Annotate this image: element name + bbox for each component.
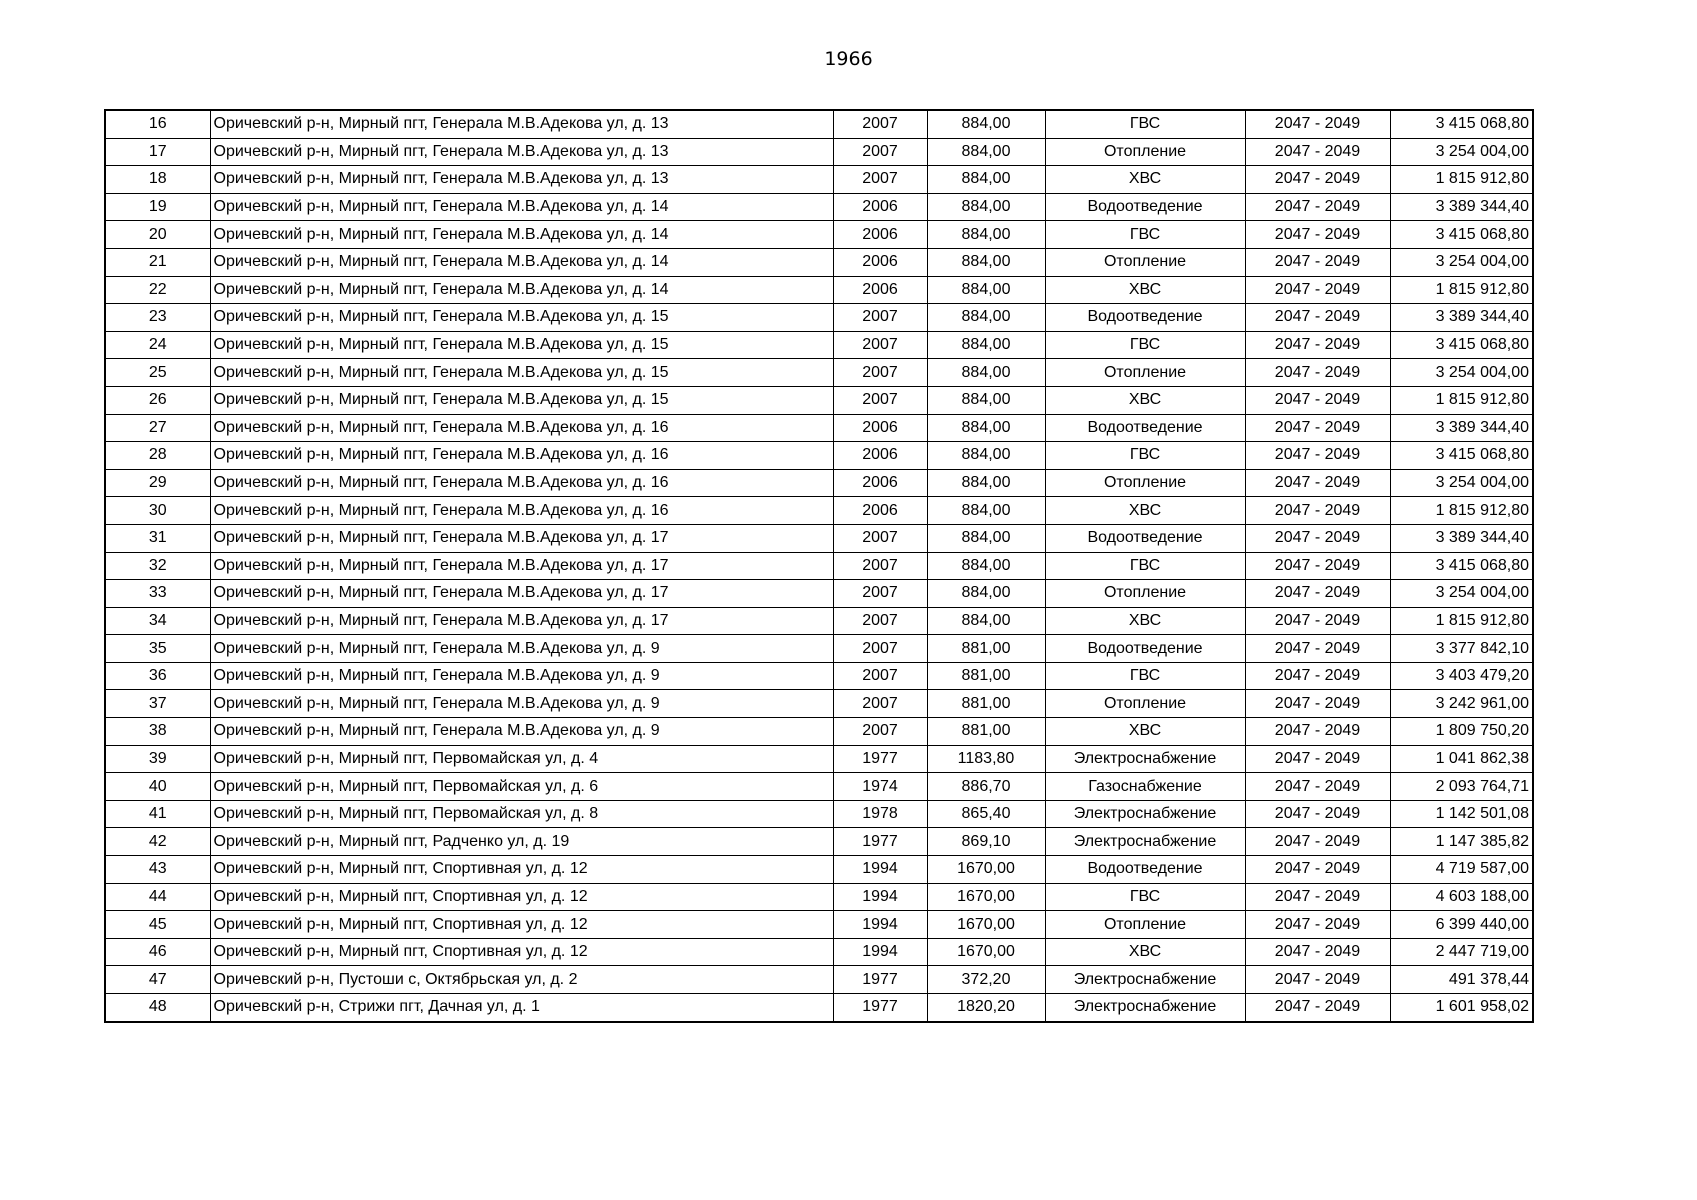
area-cell: 869,10 <box>927 828 1045 856</box>
cost-cell: 6 399 440,00 <box>1390 911 1533 939</box>
area-cell: 865,40 <box>927 800 1045 828</box>
cost-cell: 3 389 344,40 <box>1390 524 1533 552</box>
service-type-cell: Электроснабжение <box>1045 800 1245 828</box>
row-number-cell: 47 <box>105 966 210 994</box>
address-cell: Оричевский р-н, Мирный пгт, Генерала М.В.Адекова ул, д. 9 <box>210 662 833 690</box>
table-row <box>105 883 1533 911</box>
row-number-cell: 35 <box>105 635 210 663</box>
table-row <box>105 690 1533 718</box>
area-cell: 884,00 <box>927 580 1045 608</box>
address-cell: Оричевский р-н, Мирный пгт, Спортивная ул, д. 12 <box>210 856 833 884</box>
repair-period-cell: 2047 - 2049 <box>1245 110 1390 138</box>
build-year-cell: 2006 <box>833 497 927 525</box>
area-cell: 884,00 <box>927 442 1045 470</box>
table-row <box>105 138 1533 166</box>
build-year-cell: 1977 <box>833 828 927 856</box>
table-row <box>105 524 1533 552</box>
area-cell: 884,00 <box>927 414 1045 442</box>
area-cell: 881,00 <box>927 718 1045 746</box>
address-cell: Оричевский р-н, Мирный пгт, Спортивная ул, д. 12 <box>210 911 833 939</box>
repair-period-cell: 2047 - 2049 <box>1245 883 1390 911</box>
row-number-cell: 38 <box>105 718 210 746</box>
service-type-cell: Водоотведение <box>1045 856 1245 884</box>
cost-cell: 3 415 068,80 <box>1390 221 1533 249</box>
cost-cell: 1 041 862,38 <box>1390 745 1533 773</box>
repair-period-cell: 2047 - 2049 <box>1245 662 1390 690</box>
row-number-cell: 18 <box>105 166 210 194</box>
service-type-cell: Электроснабжение <box>1045 828 1245 856</box>
service-type-cell: Отопление <box>1045 248 1245 276</box>
build-year-cell: 1977 <box>833 745 927 773</box>
repair-period-cell: 2047 - 2049 <box>1245 276 1390 304</box>
table-row <box>105 248 1533 276</box>
area-cell: 1820,20 <box>927 994 1045 1022</box>
service-type-cell: Водоотведение <box>1045 414 1245 442</box>
build-year-cell: 2007 <box>833 138 927 166</box>
build-year-cell: 1994 <box>833 938 927 966</box>
address-cell: Оричевский р-н, Мирный пгт, Первомайская ул, д. 8 <box>210 800 833 828</box>
address-cell: Оричевский р-н, Мирный пгт, Генерала М.В.Адекова ул, д. 13 <box>210 110 833 138</box>
service-type-cell: Отопление <box>1045 690 1245 718</box>
address-cell: Оричевский р-н, Мирный пгт, Генерала М.В.Адекова ул, д. 9 <box>210 690 833 718</box>
row-number-cell: 37 <box>105 690 210 718</box>
cost-cell: 3 254 004,00 <box>1390 580 1533 608</box>
table-row <box>105 331 1533 359</box>
build-year-cell: 1977 <box>833 994 927 1022</box>
address-cell: Оричевский р-н, Мирный пгт, Генерала М.В.Адекова ул, д. 17 <box>210 580 833 608</box>
table-row <box>105 359 1533 387</box>
address-cell: Оричевский р-н, Мирный пгт, Генерала М.В.Адекова ул, д. 13 <box>210 166 833 194</box>
row-number-cell: 16 <box>105 110 210 138</box>
service-type-cell: ГВС <box>1045 552 1245 580</box>
address-cell: Оричевский р-н, Мирный пгт, Генерала М.В.Адекова ул, д. 17 <box>210 607 833 635</box>
area-cell: 884,00 <box>927 497 1045 525</box>
service-type-cell: ХВС <box>1045 718 1245 746</box>
build-year-cell: 2007 <box>833 166 927 194</box>
area-cell: 372,20 <box>927 966 1045 994</box>
address-cell: Оричевский р-н, Мирный пгт, Первомайская ул, д. 6 <box>210 773 833 801</box>
address-cell: Оричевский р-н, Мирный пгт, Генерала М.В.Адекова ул, д. 16 <box>210 414 833 442</box>
area-cell: 884,00 <box>927 110 1045 138</box>
cost-cell: 1 601 958,02 <box>1390 994 1533 1022</box>
table-row <box>105 497 1533 525</box>
cost-cell: 3 403 479,20 <box>1390 662 1533 690</box>
row-number-cell: 34 <box>105 607 210 635</box>
repair-period-cell: 2047 - 2049 <box>1245 359 1390 387</box>
service-type-cell: ГВС <box>1045 442 1245 470</box>
build-year-cell: 2007 <box>833 635 927 663</box>
table-row <box>105 635 1533 663</box>
cost-cell: 3 242 961,00 <box>1390 690 1533 718</box>
row-number-cell: 17 <box>105 138 210 166</box>
service-type-cell: Водоотведение <box>1045 304 1245 332</box>
address-cell: Оричевский р-н, Пустоши с, Октябрьская ул, д. 2 <box>210 966 833 994</box>
build-year-cell: 2007 <box>833 524 927 552</box>
cost-cell: 1 147 385,82 <box>1390 828 1533 856</box>
cost-cell: 4 603 188,00 <box>1390 883 1533 911</box>
row-number-cell: 40 <box>105 773 210 801</box>
row-number-cell: 36 <box>105 662 210 690</box>
repair-period-cell: 2047 - 2049 <box>1245 552 1390 580</box>
row-number-cell: 44 <box>105 883 210 911</box>
cost-cell: 1 815 912,80 <box>1390 276 1533 304</box>
service-type-cell: ХВС <box>1045 276 1245 304</box>
repair-period-cell: 2047 - 2049 <box>1245 331 1390 359</box>
cost-cell: 3 377 842,10 <box>1390 635 1533 663</box>
address-cell: Оричевский р-н, Мирный пгт, Генерала М.В.Адекова ул, д. 13 <box>210 138 833 166</box>
repair-period-cell: 2047 - 2049 <box>1245 414 1390 442</box>
cost-cell: 1 142 501,08 <box>1390 800 1533 828</box>
area-cell: 1183,80 <box>927 745 1045 773</box>
row-number-cell: 26 <box>105 386 210 414</box>
area-cell: 1670,00 <box>927 911 1045 939</box>
service-type-cell: Водоотведение <box>1045 193 1245 221</box>
row-number-cell: 45 <box>105 911 210 939</box>
repair-period-cell: 2047 - 2049 <box>1245 800 1390 828</box>
cost-cell: 1 815 912,80 <box>1390 386 1533 414</box>
repair-period-cell: 2047 - 2049 <box>1245 193 1390 221</box>
service-type-cell: Отопление <box>1045 138 1245 166</box>
repair-period-cell: 2047 - 2049 <box>1245 469 1390 497</box>
table-row <box>105 718 1533 746</box>
area-cell: 1670,00 <box>927 883 1045 911</box>
table-row <box>105 828 1533 856</box>
cost-cell: 3 254 004,00 <box>1390 469 1533 497</box>
repair-period-cell: 2047 - 2049 <box>1245 138 1390 166</box>
row-number-cell: 25 <box>105 359 210 387</box>
build-year-cell: 2007 <box>833 304 927 332</box>
table-body <box>105 110 1533 1022</box>
address-cell: Оричевский р-н, Мирный пгт, Генерала М.В.Адекова ул, д. 15 <box>210 386 833 414</box>
address-cell: Оричевский р-н, Мирный пгт, Генерала М.В.Адекова ул, д. 14 <box>210 221 833 249</box>
service-type-cell: Электроснабжение <box>1045 966 1245 994</box>
cost-cell: 1 815 912,80 <box>1390 607 1533 635</box>
cost-cell: 3 415 068,80 <box>1390 552 1533 580</box>
build-year-cell: 2006 <box>833 248 927 276</box>
address-cell: Оричевский р-н, Мирный пгт, Генерала М.В.Адекова ул, д. 15 <box>210 359 833 387</box>
row-number-cell: 29 <box>105 469 210 497</box>
area-cell: 884,00 <box>927 331 1045 359</box>
table-row <box>105 745 1533 773</box>
table-row <box>105 662 1533 690</box>
area-cell: 884,00 <box>927 193 1045 221</box>
build-year-cell: 2007 <box>833 718 927 746</box>
table-row <box>105 193 1533 221</box>
build-year-cell: 1994 <box>833 856 927 884</box>
service-type-cell: ГВС <box>1045 110 1245 138</box>
table-row <box>105 442 1533 470</box>
table-row <box>105 386 1533 414</box>
area-cell: 884,00 <box>927 138 1045 166</box>
table-row <box>105 966 1533 994</box>
row-number-cell: 39 <box>105 745 210 773</box>
row-number-cell: 33 <box>105 580 210 608</box>
cost-cell: 3 254 004,00 <box>1390 248 1533 276</box>
repair-period-cell: 2047 - 2049 <box>1245 994 1390 1022</box>
page-number: 1966 <box>824 48 873 70</box>
address-cell: Оричевский р-н, Мирный пгт, Генерала М.В.Адекова ул, д. 15 <box>210 331 833 359</box>
address-cell: Оричевский р-н, Мирный пгт, Радченко ул, д. 19 <box>210 828 833 856</box>
area-cell: 881,00 <box>927 635 1045 663</box>
area-cell: 881,00 <box>927 662 1045 690</box>
repair-period-cell: 2047 - 2049 <box>1245 166 1390 194</box>
build-year-cell: 2006 <box>833 414 927 442</box>
area-cell: 881,00 <box>927 690 1045 718</box>
service-type-cell: Электроснабжение <box>1045 745 1245 773</box>
repair-period-cell: 2047 - 2049 <box>1245 745 1390 773</box>
area-cell: 884,00 <box>927 469 1045 497</box>
row-number-cell: 28 <box>105 442 210 470</box>
service-type-cell: Отопление <box>1045 469 1245 497</box>
area-cell: 884,00 <box>927 359 1045 387</box>
address-cell: Оричевский р-н, Мирный пгт, Спортивная ул, д. 12 <box>210 883 833 911</box>
area-cell: 1670,00 <box>927 938 1045 966</box>
row-number-cell: 42 <box>105 828 210 856</box>
build-year-cell: 2006 <box>833 442 927 470</box>
build-year-cell: 2007 <box>833 690 927 718</box>
address-cell: Оричевский р-н, Мирный пгт, Генерала М.В.Адекова ул, д. 14 <box>210 193 833 221</box>
build-year-cell: 2007 <box>833 552 927 580</box>
cost-cell: 1 815 912,80 <box>1390 497 1533 525</box>
service-type-cell: ХВС <box>1045 166 1245 194</box>
address-cell: Оричевский р-н, Мирный пгт, Генерала М.В.Адекова ул, д. 9 <box>210 635 833 663</box>
repair-period-cell: 2047 - 2049 <box>1245 497 1390 525</box>
service-type-cell: ГВС <box>1045 331 1245 359</box>
table-row <box>105 773 1533 801</box>
build-year-cell: 2007 <box>833 662 927 690</box>
table-row <box>105 552 1533 580</box>
service-type-cell: ХВС <box>1045 938 1245 966</box>
table-row <box>105 166 1533 194</box>
row-number-cell: 21 <box>105 248 210 276</box>
table-row <box>105 580 1533 608</box>
area-cell: 884,00 <box>927 386 1045 414</box>
build-year-cell: 2007 <box>833 110 927 138</box>
repair-period-cell: 2047 - 2049 <box>1245 718 1390 746</box>
address-cell: Оричевский р-н, Мирный пгт, Генерала М.В.Адекова ул, д. 15 <box>210 304 833 332</box>
address-cell: Оричевский р-н, Мирный пгт, Генерала М.В.Адекова ул, д. 14 <box>210 248 833 276</box>
address-cell: Оричевский р-н, Мирный пгт, Генерала М.В.Адекова ул, д. 16 <box>210 442 833 470</box>
area-cell: 884,00 <box>927 304 1045 332</box>
service-type-cell: ХВС <box>1045 497 1245 525</box>
table-row <box>105 994 1533 1022</box>
address-cell: Оричевский р-н, Мирный пгт, Генерала М.В.Адекова ул, д. 17 <box>210 524 833 552</box>
service-type-cell: Отопление <box>1045 359 1245 387</box>
row-number-cell: 27 <box>105 414 210 442</box>
service-type-cell: ХВС <box>1045 386 1245 414</box>
table-row <box>105 276 1533 304</box>
service-type-cell: Отопление <box>1045 580 1245 608</box>
build-year-cell: 2006 <box>833 221 927 249</box>
table-row <box>105 911 1533 939</box>
table-row <box>105 938 1533 966</box>
repair-period-cell: 2047 - 2049 <box>1245 248 1390 276</box>
repair-period-cell: 2047 - 2049 <box>1245 580 1390 608</box>
service-type-cell: ГВС <box>1045 662 1245 690</box>
cost-cell: 3 415 068,80 <box>1390 331 1533 359</box>
area-cell: 884,00 <box>927 276 1045 304</box>
repair-period-cell: 2047 - 2049 <box>1245 442 1390 470</box>
address-cell: Оричевский р-н, Мирный пгт, Генерала М.В.Адекова ул, д. 14 <box>210 276 833 304</box>
cost-cell: 3 415 068,80 <box>1390 110 1533 138</box>
row-number-cell: 48 <box>105 994 210 1022</box>
repair-period-cell: 2047 - 2049 <box>1245 690 1390 718</box>
build-year-cell: 2007 <box>833 607 927 635</box>
address-cell: Оричевский р-н, Мирный пгт, Генерала М.В.Адекова ул, д. 16 <box>210 469 833 497</box>
service-type-cell: ГВС <box>1045 221 1245 249</box>
cost-cell: 3 415 068,80 <box>1390 442 1533 470</box>
area-cell: 884,00 <box>927 221 1045 249</box>
build-year-cell: 2006 <box>833 193 927 221</box>
table-row <box>105 414 1533 442</box>
cost-cell: 2 093 764,71 <box>1390 773 1533 801</box>
table-row <box>105 110 1533 138</box>
service-type-cell: ХВС <box>1045 607 1245 635</box>
cost-cell: 2 447 719,00 <box>1390 938 1533 966</box>
address-cell: Оричевский р-н, Стрижи пгт, Дачная ул, д. 1 <box>210 994 833 1022</box>
address-cell: Оричевский р-н, Мирный пгт, Генерала М.В.Адекова ул, д. 17 <box>210 552 833 580</box>
table-row <box>105 607 1533 635</box>
area-cell: 884,00 <box>927 524 1045 552</box>
build-year-cell: 2006 <box>833 276 927 304</box>
row-number-cell: 31 <box>105 524 210 552</box>
row-number-cell: 24 <box>105 331 210 359</box>
cost-cell: 1 809 750,20 <box>1390 718 1533 746</box>
service-type-cell: Водоотведение <box>1045 635 1245 663</box>
address-cell: Оричевский р-н, Мирный пгт, Спортивная ул, д. 12 <box>210 938 833 966</box>
repair-period-cell: 2047 - 2049 <box>1245 773 1390 801</box>
row-number-cell: 41 <box>105 800 210 828</box>
address-cell: Оричевский р-н, Мирный пгт, Генерала М.В.Адекова ул, д. 9 <box>210 718 833 746</box>
cost-cell: 491 378,44 <box>1390 966 1533 994</box>
repair-period-cell: 2047 - 2049 <box>1245 911 1390 939</box>
cost-cell: 3 389 344,40 <box>1390 193 1533 221</box>
repair-period-cell: 2047 - 2049 <box>1245 635 1390 663</box>
repair-period-cell: 2047 - 2049 <box>1245 607 1390 635</box>
build-year-cell: 2007 <box>833 580 927 608</box>
build-year-cell: 1977 <box>833 966 927 994</box>
row-number-cell: 23 <box>105 304 210 332</box>
row-number-cell: 46 <box>105 938 210 966</box>
row-number-cell: 20 <box>105 221 210 249</box>
area-cell: 884,00 <box>927 166 1045 194</box>
repair-period-cell: 2047 - 2049 <box>1245 938 1390 966</box>
table-row <box>105 800 1533 828</box>
build-year-cell: 1974 <box>833 773 927 801</box>
area-cell: 1670,00 <box>927 856 1045 884</box>
build-year-cell: 2007 <box>833 386 927 414</box>
cost-cell: 3 389 344,40 <box>1390 414 1533 442</box>
service-type-cell: Водоотведение <box>1045 524 1245 552</box>
cost-cell: 3 389 344,40 <box>1390 304 1533 332</box>
area-cell: 884,00 <box>927 607 1045 635</box>
area-cell: 886,70 <box>927 773 1045 801</box>
area-cell: 884,00 <box>927 552 1045 580</box>
table-row <box>105 856 1533 884</box>
repair-period-cell: 2047 - 2049 <box>1245 828 1390 856</box>
row-number-cell: 30 <box>105 497 210 525</box>
cost-cell: 3 254 004,00 <box>1390 359 1533 387</box>
build-year-cell: 1994 <box>833 911 927 939</box>
service-type-cell: Газоснабжение <box>1045 773 1245 801</box>
build-year-cell: 2006 <box>833 469 927 497</box>
repair-period-cell: 2047 - 2049 <box>1245 524 1390 552</box>
cost-cell: 4 719 587,00 <box>1390 856 1533 884</box>
address-cell: Оричевский р-н, Мирный пгт, Первомайская ул, д. 4 <box>210 745 833 773</box>
repair-period-cell: 2047 - 2049 <box>1245 304 1390 332</box>
row-number-cell: 19 <box>105 193 210 221</box>
table-row <box>105 304 1533 332</box>
build-year-cell: 1994 <box>833 883 927 911</box>
address-cell: Оричевский р-н, Мирный пгт, Генерала М.В.Адекова ул, д. 16 <box>210 497 833 525</box>
row-number-cell: 43 <box>105 856 210 884</box>
repair-period-cell: 2047 - 2049 <box>1245 966 1390 994</box>
row-number-cell: 32 <box>105 552 210 580</box>
build-year-cell: 1978 <box>833 800 927 828</box>
cost-cell: 3 254 004,00 <box>1390 138 1533 166</box>
service-type-cell: Электроснабжение <box>1045 994 1245 1022</box>
table-row <box>105 469 1533 497</box>
service-type-cell: ГВС <box>1045 883 1245 911</box>
row-number-cell: 22 <box>105 276 210 304</box>
repair-period-cell: 2047 - 2049 <box>1245 386 1390 414</box>
registry-table <box>104 109 1534 1023</box>
table-row <box>105 221 1533 249</box>
repair-period-cell: 2047 - 2049 <box>1245 221 1390 249</box>
build-year-cell: 2007 <box>833 359 927 387</box>
build-year-cell: 2007 <box>833 331 927 359</box>
area-cell: 884,00 <box>927 248 1045 276</box>
service-type-cell: Отопление <box>1045 911 1245 939</box>
repair-period-cell: 2047 - 2049 <box>1245 856 1390 884</box>
cost-cell: 1 815 912,80 <box>1390 166 1533 194</box>
